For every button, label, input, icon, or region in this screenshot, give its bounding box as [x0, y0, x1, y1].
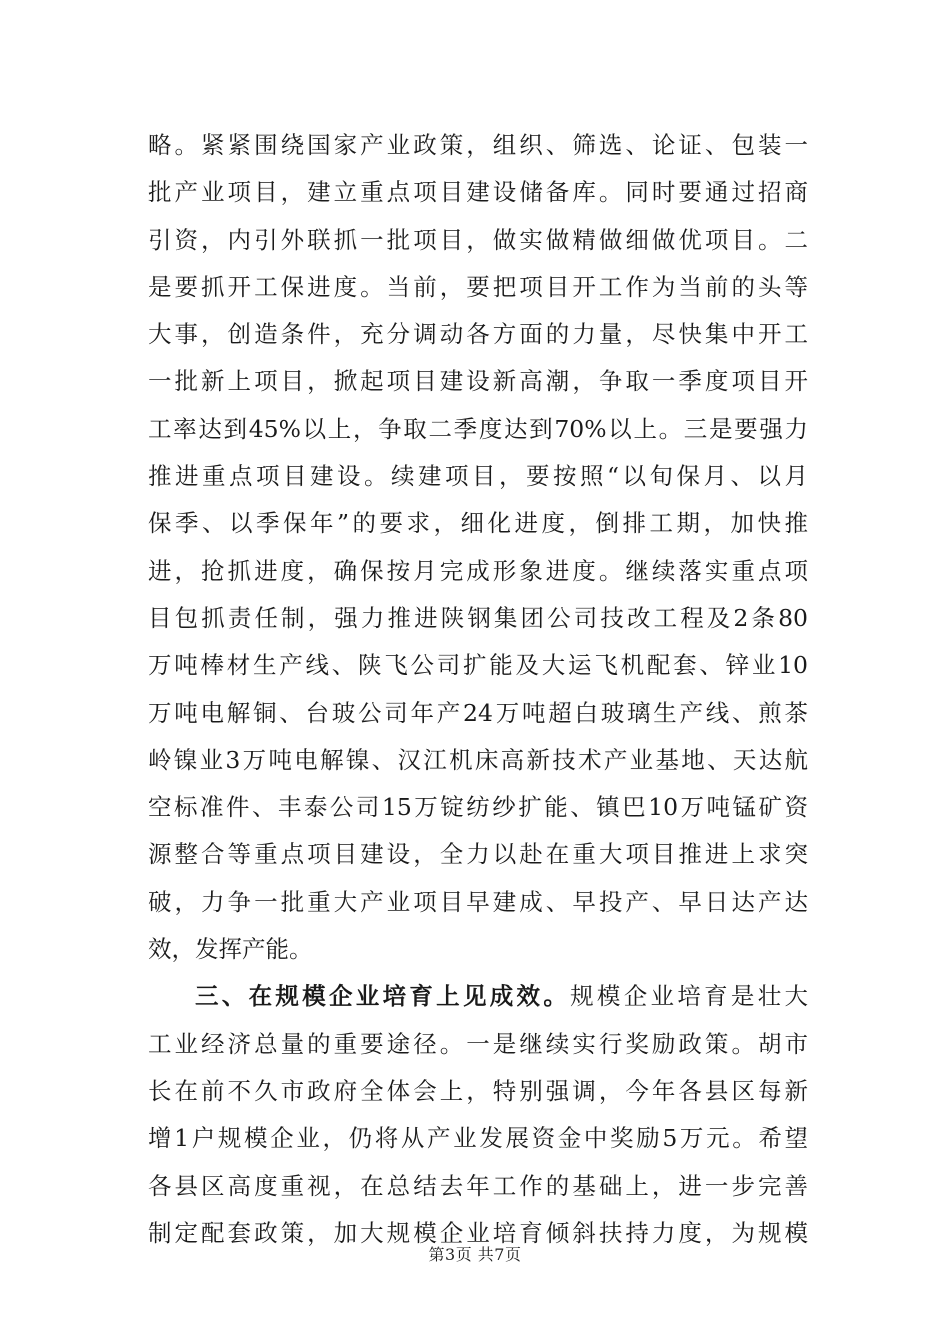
page-footer: 第3页 共7页 [428, 1245, 522, 1264]
text-line: 工率达到45%以上，争取二季度达到70%以上。三是要强力 [148, 414, 808, 443]
text-line: 进，抢抓进度，确保按月完成形象进度。继续落实重点项 [148, 556, 808, 585]
body-text [148, 122, 808, 1257]
text-line: 各县区高度重视，在总结去年工作的基础上，进一步完善 [148, 1171, 808, 1200]
text-line: 制定配套政策，加大规模企业培育倾斜扶持力度，为规模 [148, 1218, 808, 1247]
text-line: 源整合等重点项目建设，全力以赴在重大项目推进上求突 [148, 840, 808, 869]
section-heading-rest: 规模企业培育是壮大 [570, 982, 809, 1011]
text-line: 是要抓开工保进度。当前，要把项目开工作为当前的头等 [148, 272, 808, 301]
text-line: 引资，内引外联抓一批项目，做实做精做细做优项目。二 [148, 225, 808, 254]
text-line: 工业经济总量的重要途径。一是继续实行奖励政策。胡市 [148, 1029, 808, 1058]
text-line: 破，力争一批重大产业项目早建成、早投产、早日达产达 [148, 887, 808, 916]
text-line: 岭镍业3万吨电解镍、汉江机床高新技术产业基地、天达航 [148, 745, 808, 774]
section-heading: 三、在规模企业培育上见成效。 [195, 982, 571, 1011]
text-line: 推进重点项目建设。续建项目，要按照“以旬保月、以月 [148, 462, 808, 491]
text-line: 效，发挥产能。 [148, 935, 313, 964]
text-line: 长在前不久市政府全体会上，特别强调，今年各县区每新 [148, 1076, 808, 1105]
text-line: 万吨棒材生产线、陕飞公司扩能及大运飞机配套、锌业10 [148, 651, 808, 680]
text-line: 大事，创造条件，充分调动各方面的力量，尽快集中开工 [148, 320, 808, 349]
text-line: 增1户规模企业，仍将从产业发展资金中奖励5万元。希望 [148, 1124, 808, 1153]
text-line: 保季、以季保年”的要求，细化进度，倒排工期，加快推 [148, 509, 808, 538]
text-line: 略。紧紧围绕国家产业政策，组织、筛选、论证、包装一 [148, 131, 808, 159]
text-line: 空标准件、丰泰公司15万锭纺纱扩能、镇巴10万吨锰矿资 [148, 793, 808, 822]
text-line: 目包抓责任制，强力推进陕钢集团公司技改工程及2条80 [148, 603, 808, 632]
text-line: 万吨电解铜、台玻公司年产24万吨超白玻璃生产线、煎茶 [148, 698, 808, 727]
text-line: 一批新上项目，掀起项目建设新高潮，争取一季度项目开 [148, 367, 808, 396]
section-heading-line [148, 973, 808, 1020]
text-line: 批产业项目，建立重点项目建设储备库。同时要通过招商 [148, 178, 808, 207]
